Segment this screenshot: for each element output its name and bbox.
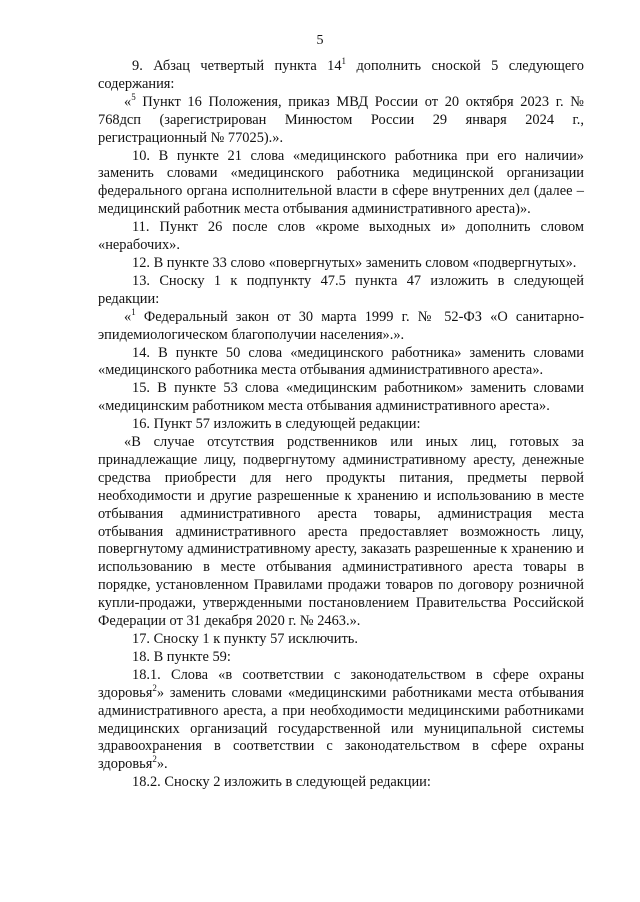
footnote-ref: 5 <box>131 92 136 103</box>
paragraph-p10: 10. В пункте 21 слова «медицинского работника при его наличии» заменить словами «медицинского работника медицинской организации федерального органа исполнительной власти в сфере внутренних дел (далее – медицинский работник места отбывания административного ареста)». <box>98 147 584 218</box>
page-number: 5 <box>316 33 324 48</box>
footnote-ref: 2 <box>152 754 157 765</box>
paragraph-q9: «$^5$ Пункт 16 Положения, приказ МВД России от 20 октября 2023 г. № 768дсп (зарегистрирован Минюстом России 29 января 2024 г., регистрационный № 77025).». <box>98 92 584 146</box>
paragraph-p14: 14. В пункте 50 слова «медицинского работника» заменить словами «медицинского работника места отбывания административного ареста». <box>98 344 584 379</box>
footnote-ref: 2 <box>152 682 157 693</box>
paragraph-p12: 12. В пункте 33 слово «повергнутых» заменить словом «подвергнутых». <box>132 254 577 271</box>
paragraph-p18: 18. В пункте 59: <box>132 648 231 665</box>
footnote-ref: 1 <box>131 306 136 317</box>
paragraph-p17: 17. Сноску 1 к пункту 57 исключить. <box>132 631 358 647</box>
paragraph-p9: 9. Абзац четвертый пункта $14^1$ дополнить сноской 5 следующего содержания: <box>98 56 584 92</box>
paragraph-q16: «В случае отсутствия родственников или иных лиц, готовых за принадлежащие лицу, подвергнутому административному аресту, денежные средства приобрести для него продукты питания, предметы первой необходимости и другие разрешенные к хранению и использованию в месте отбывания административного ареста товары, администрация места отбывания административного ареста предоставляет возможность лицу, повергнутому административному аресту, заказать разрешенные к хранению и использованию в месте отбывания административного ареста товары в порядке, установленном Правилами продажи товаров по договору розничной купли-продажи, утвержденными постановлением Правительства Российской Федерации от 31 декабря 2020 г. № 2463.». <box>98 434 584 630</box>
paragraph-p181: 18.1. Слова «в соответствии с законодательством в сфере охраны здоровья$^2$» заменить словами «медицинскими работниками места отбывания административного ареста, а при необходимости медицинскими работниками медицинских организаций государственной или муниципальной системы здравоохранения в соответствии с законодательством в сфере охраны здоровья$^2$». <box>98 666 584 773</box>
paragraph-q13: «$^1$ Федеральный закон от 30 марта 1999 г. № 52-ФЗ «О санитарно-эпидемиологическом благополучии населения».». <box>98 306 584 343</box>
paragraph-p11: 11. Пункт 26 после слов «кроме выходных и» дополнить словом «нерабочих». <box>98 219 584 254</box>
footnote-ref: 1 <box>341 56 347 67</box>
paragraph-p182: 18.2. Сноску 2 изложить в следующей редакции: <box>132 774 431 791</box>
document-body <box>98 58 584 792</box>
paragraph-p16: 16. Пункт 57 изложить в следующей редакции: <box>132 416 421 433</box>
paragraph-p15: 15. В пункте 53 слова «медицинским работником» заменить словами «медицинским работником места отбывания административного ареста». <box>98 380 584 415</box>
paragraph-p13: 13. Сноску 1 к подпункту 47.5 пункта 47 изложить в следующей редакции: <box>98 272 584 307</box>
